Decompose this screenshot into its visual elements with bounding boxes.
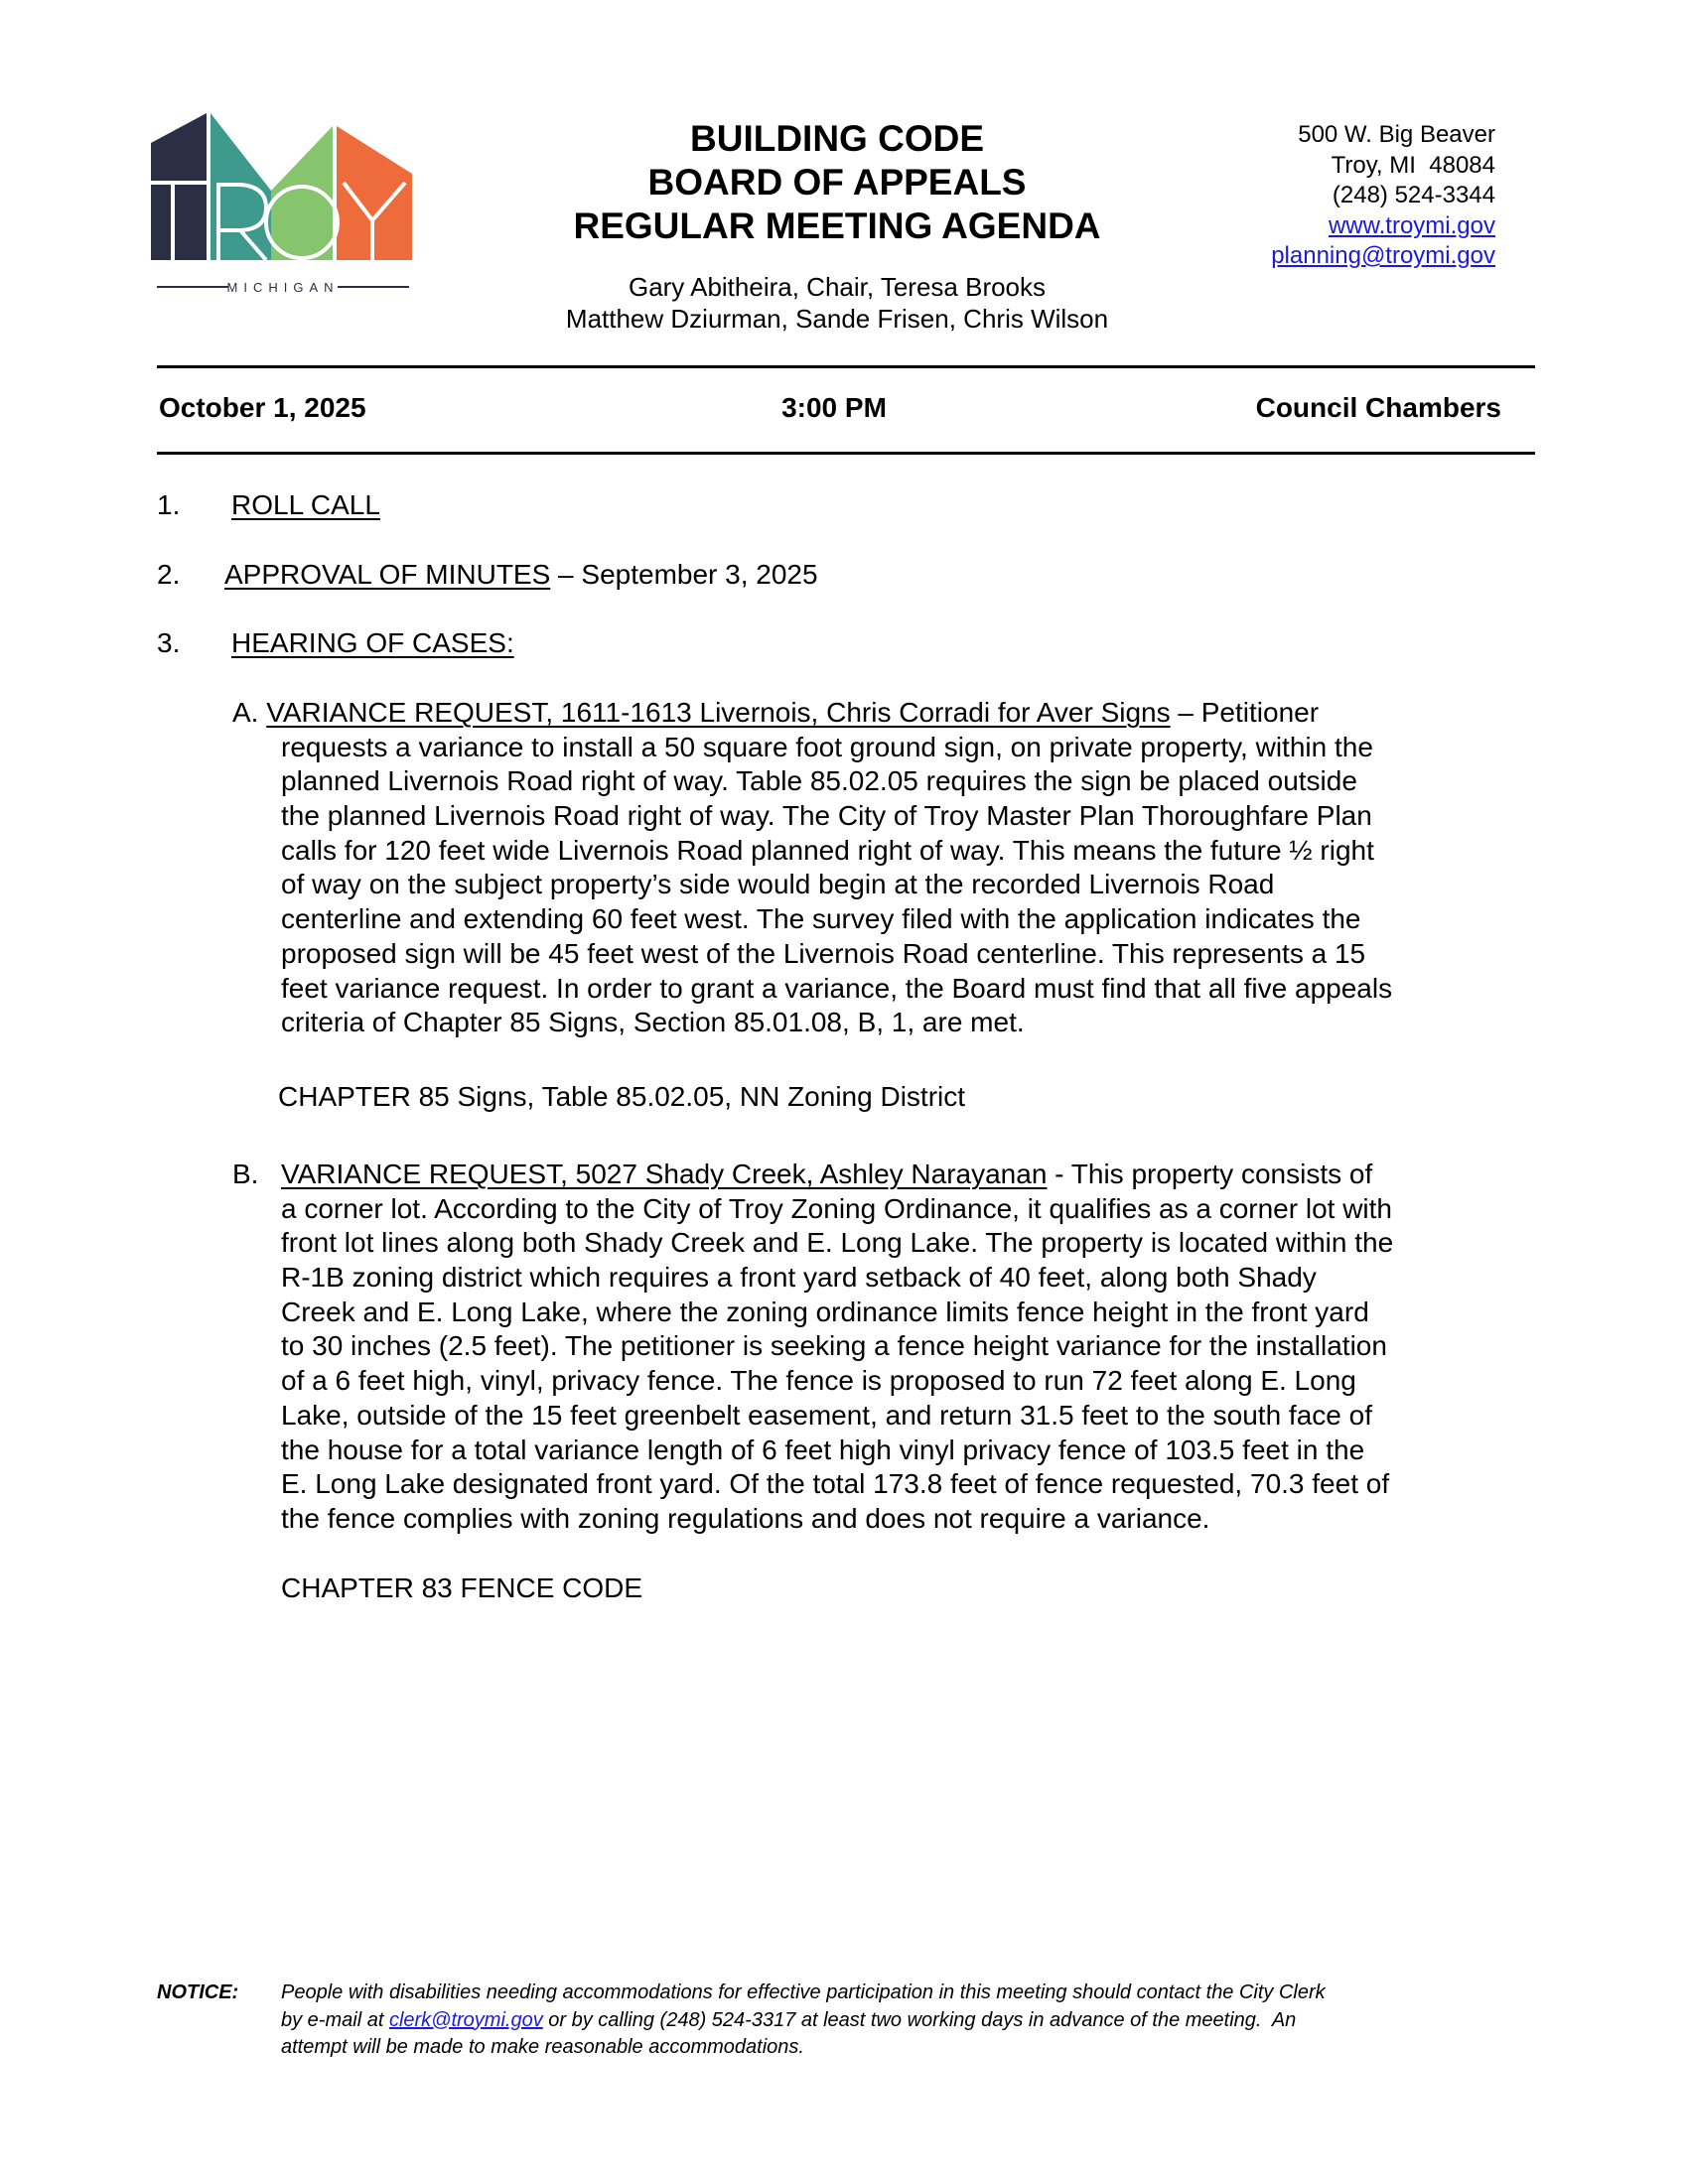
case-text-line: to 30 inches (2.5 feet). The petitioner is seeking a fence height variance for the installation	[281, 1330, 1387, 1362]
case-b-code-reference: CHAPTER 83 FENCE CODE	[281, 1572, 643, 1603]
contact-address	[1271, 120, 1495, 272]
case-text-line: Lake, outside of the 15 feet greenbelt easement, and return 31.5 feet to the south face of	[281, 1399, 1372, 1431]
case-text-line: the house for a total variance length of 6 feet high vinyl privacy fence of 103.5 feet in the	[281, 1433, 1365, 1465]
title-line: BOARD OF APPEALS	[647, 162, 1027, 203]
case-b	[232, 1158, 1393, 1537]
members-line: Matthew Dziurman, Sande Frisen, Chris Wilson	[565, 304, 1109, 334]
case-a-code-reference: CHAPTER 85 Signs, Table 85.02.05, NN Zoning District	[278, 1081, 966, 1112]
case-text-line: E. Long Lake designated front yard. Of the total 173.8 feet of fence requested, 70.3 feet of	[281, 1468, 1390, 1500]
meeting-date: October 1, 2025	[159, 392, 366, 423]
board-members	[477, 271, 1197, 335]
agenda-number: 1.	[157, 489, 181, 520]
page-title	[516, 117, 1158, 248]
agenda-label: HEARING OF CASES:	[231, 627, 514, 658]
case-text-line: a corner lot. According to the City of Troy Zoning Ordinance, it qualifies as a corner lot with	[281, 1192, 1392, 1224]
case-letter: A.	[232, 697, 259, 728]
email-link[interactable]: planning@troymi.gov	[1271, 242, 1495, 269]
case-text-line: Creek and E. Long Lake, where the zoning ordinance limits fence height in the front yard	[281, 1296, 1369, 1327]
case-text-line: the planned Livernois Road right of way. The City of Troy Master Plan Thoroughfare Plan	[281, 800, 1372, 832]
agenda-label: ROLL CALL	[231, 489, 380, 520]
case-text-line: requests a variance to install a 50 square foot ground sign, on private property, within the	[281, 731, 1373, 762]
notice-line: attempt will be made to make reasonable accommodations.	[281, 2036, 804, 2058]
case-first-line-rest: – Petitioner	[1170, 697, 1320, 728]
divider-top	[157, 365, 1535, 368]
case-text-line: R-1B zoning district which requires a front yard setback of 40 feet, along both Shady	[281, 1262, 1317, 1294]
agenda-number: 2.	[157, 559, 181, 590]
agenda-number: 3.	[157, 627, 181, 658]
meeting-location: Council Chambers	[1255, 392, 1501, 423]
address-phone: (248) 524-3344	[1332, 182, 1495, 208]
troy-logo-graphic	[149, 111, 415, 300]
title-line: BUILDING CODE	[690, 118, 984, 159]
agenda-suffix: – September 3, 2025	[550, 559, 818, 590]
case-heading: VARIANCE REQUEST, 5027 Shady Creek, Ashley Narayanan	[281, 1159, 1048, 1189]
address-street: 500 W. Big Beaver	[1298, 121, 1495, 148]
case-text-line: feet variance request. In order to grant a variance, the Board must find that all five appeals	[281, 972, 1393, 1004]
notice-label: NOTICE:	[157, 1981, 239, 2003]
logo-subtitle: MICHIGAN	[226, 280, 340, 295]
case-heading: VARIANCE REQUEST, 1611-1613 Livernois, Chris Corradi for Aver Signs	[266, 697, 1171, 728]
agenda-label: APPROVAL OF MINUTES	[224, 559, 551, 590]
case-text-line: of a 6 feet high, vinyl, privacy fence. The fence is proposed to run 72 feet along E. Long	[281, 1365, 1356, 1397]
troy-logo	[149, 111, 415, 300]
case-a	[232, 696, 1392, 1040]
notice-text	[281, 1979, 1326, 2062]
case-text-line: of way on the subject property’s side would begin at the recorded Livernois Road	[281, 869, 1275, 900]
case-text-line: proposed sign will be 45 feet west of the Livernois Road centerline. This represents a 15	[281, 937, 1366, 969]
members-line: Gary Abitheira, Chair, Teresa Brooks	[628, 272, 1047, 302]
case-text-line: calls for 120 feet wide Livernois Road planned right of way. This means the future ½ right	[281, 834, 1374, 866]
case-text-line: centerline and extending 60 feet west. The survey filed with the application indicates the	[281, 903, 1361, 935]
case-text-line: front lot lines along both Shady Creek and E. Long Lake. The property is located within the	[281, 1227, 1394, 1259]
notice-line2-before: by e-mail at	[281, 2008, 389, 2031]
divider-bottom	[157, 452, 1535, 455]
clerk-email-link[interactable]: clerk@troymi.gov	[388, 2008, 543, 2031]
notice-line2-after: or by calling (248) 524-3317 at least two working days in advance of the meeting. An	[542, 2008, 1297, 2031]
case-text-line: the fence complies with zoning regulations and does not require a variance.	[281, 1502, 1210, 1534]
case-text-line: planned Livernois Road right of way. Table 85.02.05 requires the sign be placed outside	[281, 765, 1357, 797]
case-text-line: criteria of Chapter 85 Signs, Section 85.01.08, B, 1, are met.	[281, 1007, 1025, 1038]
case-letter: B.	[232, 1159, 259, 1189]
meeting-time: 3:00 PM	[781, 392, 887, 423]
address-city: Troy, MI 48084	[1331, 151, 1495, 179]
title-line: REGULAR MEETING AGENDA	[573, 205, 1101, 246]
case-first-line-rest: - This property consists of	[1047, 1159, 1373, 1189]
website-link[interactable]: www.troymi.gov	[1328, 211, 1495, 239]
notice-line: People with disabilities needing accommodations for effective participation in this meeting should contact the City Clerk	[281, 1981, 1326, 2003]
